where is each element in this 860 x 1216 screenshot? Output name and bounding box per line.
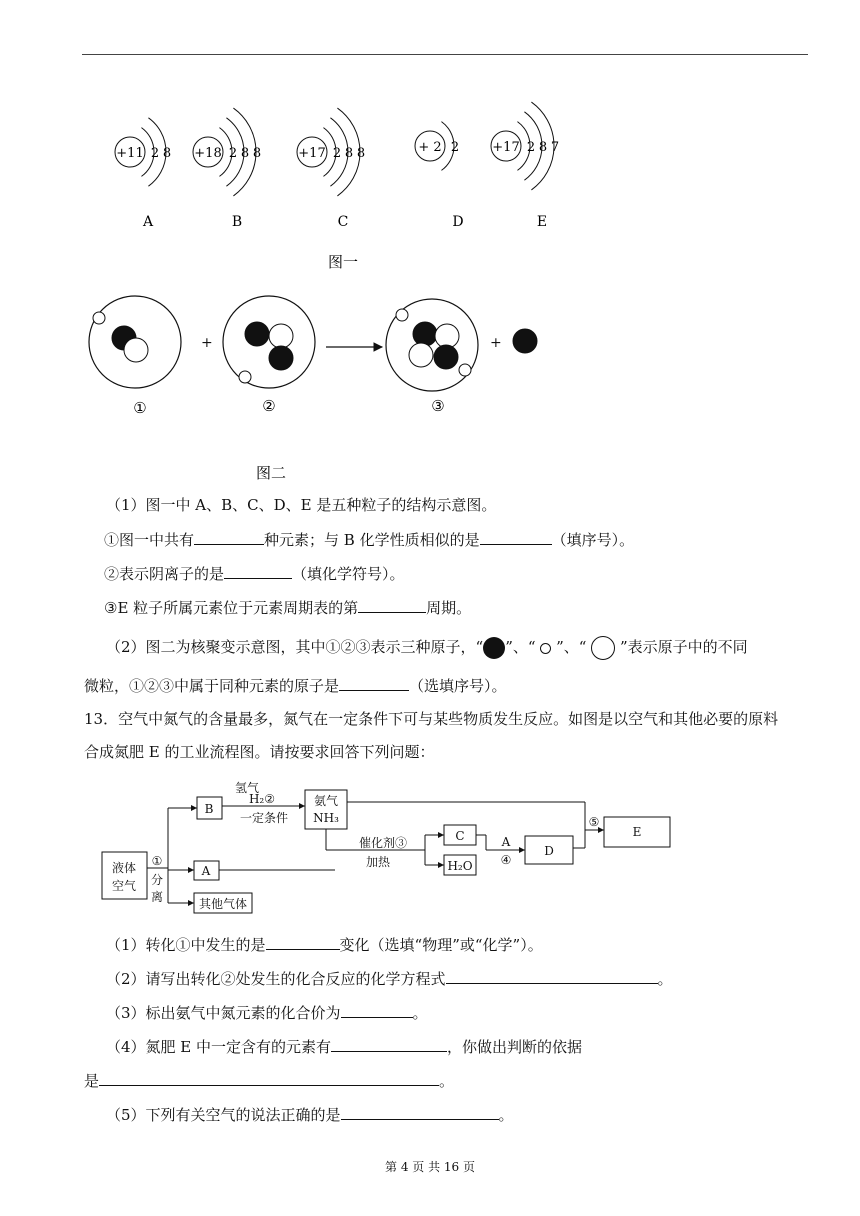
page-footer: 第 4 页 共 16 页	[385, 1160, 475, 1174]
step-5-label: ⑤	[588, 815, 600, 829]
q12-part1-c: ③E 粒子所属元素位于元素周期表的第 周期。	[104, 599, 472, 617]
electron-icon	[459, 364, 471, 376]
catalyst-label: 催化剂③	[358, 836, 408, 850]
proton-icon	[269, 346, 293, 370]
particle-C	[297, 108, 365, 230]
proton-icon	[413, 322, 437, 346]
q12-part1-intro: （1）图一中 A、B、C、D、E 是五种粒子的结构示意图。	[106, 496, 497, 514]
shell-electron-count: 2	[332, 146, 342, 161]
figure-1-caption: 图一	[327, 253, 359, 271]
hydrogen-label: 氢气	[234, 781, 260, 795]
nucleus-charge: + 2	[418, 140, 442, 155]
electron-icon	[239, 371, 251, 383]
q12-part2-line2: 微粒，①②③中属于同种元素的原子是 （选填序号）。	[84, 677, 507, 695]
answer-blank[interactable]	[341, 1104, 499, 1120]
shell-electron-count: 8	[252, 146, 262, 161]
box-water-label: H₂O	[447, 859, 473, 873]
nucleus-charge: +11	[116, 146, 144, 161]
figure-2-caption: 图二	[255, 464, 287, 482]
proton-icon	[434, 345, 458, 369]
answer-blank[interactable]	[266, 934, 340, 950]
shell-electron-count: 7	[550, 140, 560, 155]
answer-blank[interactable]	[99, 1070, 439, 1086]
separate-label-1: 分	[150, 873, 164, 887]
nucleus-charge: +17	[492, 140, 520, 155]
answer-blank[interactable]	[480, 529, 552, 545]
box-E-label: E	[632, 825, 642, 839]
answer-blank[interactable]	[341, 1002, 413, 1018]
particle-label: E	[536, 214, 548, 230]
proton-icon	[483, 637, 505, 659]
particle-A	[115, 118, 171, 230]
plus-sign: +	[490, 335, 502, 351]
figure-1-atom-structures	[115, 102, 559, 230]
q12-part2-line1: （2）图二为核聚变示意图，其中①②③表示三种原子，“ ”、“ ”、“ ”表示原子中的不同	[106, 636, 748, 660]
step-4-label: ④	[500, 853, 512, 867]
shell-electron-count: 8	[356, 146, 366, 161]
other-gas-label: 其他气体	[198, 897, 248, 911]
electron-icon	[93, 312, 105, 324]
step-1-label: ①	[151, 854, 163, 868]
liquid-air-label-1: 液体	[111, 861, 137, 875]
q13-sub1: （1）转化①中发生的是 变化（选填“物理”或“化学”）。	[106, 936, 543, 954]
nucleus-charge: +18	[194, 146, 222, 161]
particle-D	[415, 122, 464, 230]
separate-label-2: 离	[150, 890, 164, 904]
atom-2-orbit	[223, 296, 315, 388]
ammonia-label-1: 氨气	[313, 794, 339, 808]
neutron-icon	[269, 324, 293, 348]
particle-B	[193, 108, 261, 230]
box-B-label: B	[204, 802, 214, 816]
shell-electron-count: 2	[150, 146, 160, 161]
electron-icon	[396, 309, 408, 321]
box-A-label: A	[201, 864, 211, 878]
proton-icon	[245, 322, 269, 346]
shell-electron-count: 2	[526, 140, 536, 155]
q12-part1-b: ②表示阴离子的是 （填化学符号）。	[104, 565, 405, 583]
neutron-icon	[124, 338, 148, 362]
arrow-icon	[374, 343, 382, 351]
arrow-A-label: A	[501, 835, 511, 849]
particle-label: D	[452, 214, 464, 230]
shell-electron-count: 8	[240, 146, 250, 161]
particle-label: C	[337, 214, 349, 230]
answer-blank[interactable]	[446, 968, 658, 984]
atom-3-label: ③	[431, 397, 445, 415]
particle-label: A	[142, 214, 154, 230]
liquid-air-label-2: 空气	[111, 879, 137, 893]
answer-blank[interactable]	[194, 529, 264, 545]
particle-E	[491, 102, 559, 230]
particle-label: B	[231, 214, 243, 230]
shell-electron-count: 2	[228, 146, 238, 161]
q13-sub4-line2: 是 。	[84, 1072, 455, 1090]
q13-sub4: （4）氮肥 E 中一定含有的元素有 ，你做出判断的依据	[106, 1038, 583, 1056]
nucleus-charge: +17	[298, 146, 326, 161]
box-D-label: D	[544, 844, 554, 858]
heat-label: 加热	[365, 855, 391, 869]
answer-blank[interactable]	[358, 597, 426, 613]
q13-sub5: （5）下列有关空气的说法正确的是 。	[106, 1106, 514, 1124]
box-C-label: C	[455, 829, 465, 843]
electron-icon	[540, 643, 551, 654]
shell-electron-count: 8	[344, 146, 354, 161]
answer-blank[interactable]	[339, 675, 409, 691]
figure-2-nuclear-fusion	[89, 296, 537, 391]
ammonia-label-2: NH₃	[313, 811, 339, 825]
neutron-icon	[409, 343, 433, 367]
q13-sub3: （3）标出氨气中氮元素的化合价为 。	[106, 1004, 428, 1022]
plus-sign: +	[201, 335, 213, 351]
shell-electron-count: 2	[450, 140, 460, 155]
q12-part1-a: ①图一中共有 种元素；与 B 化学性质相似的是 （填序号）。	[104, 531, 635, 549]
condition-label: 一定条件	[239, 811, 289, 825]
q13-stem-line2: 合成氮肥 E 的工业流程图。请按要求回答下列问题：	[84, 743, 435, 761]
atom-1-label: ①	[133, 399, 147, 417]
q13-sub2: （2）请写出转化②处发生的化合反应的化学方程式 。	[106, 970, 673, 988]
neutron-icon	[435, 324, 459, 348]
q13-stem-line1: 13．空气中氮气的含量最多，氮气在一定条件下可与某些物质发生反应。如图是以空气和其他必要的原料	[84, 710, 779, 728]
shell-electron-count: 8	[162, 146, 172, 161]
answer-blank[interactable]	[331, 1036, 447, 1052]
h2-step-2-label: H₂②	[248, 792, 276, 806]
shell-electron-count: 8	[538, 140, 548, 155]
neutron-icon	[591, 636, 615, 660]
answer-blank[interactable]	[224, 563, 292, 579]
flow-chart	[102, 790, 670, 913]
atom-2-label: ②	[262, 397, 276, 415]
neutron-product-icon	[513, 329, 537, 353]
